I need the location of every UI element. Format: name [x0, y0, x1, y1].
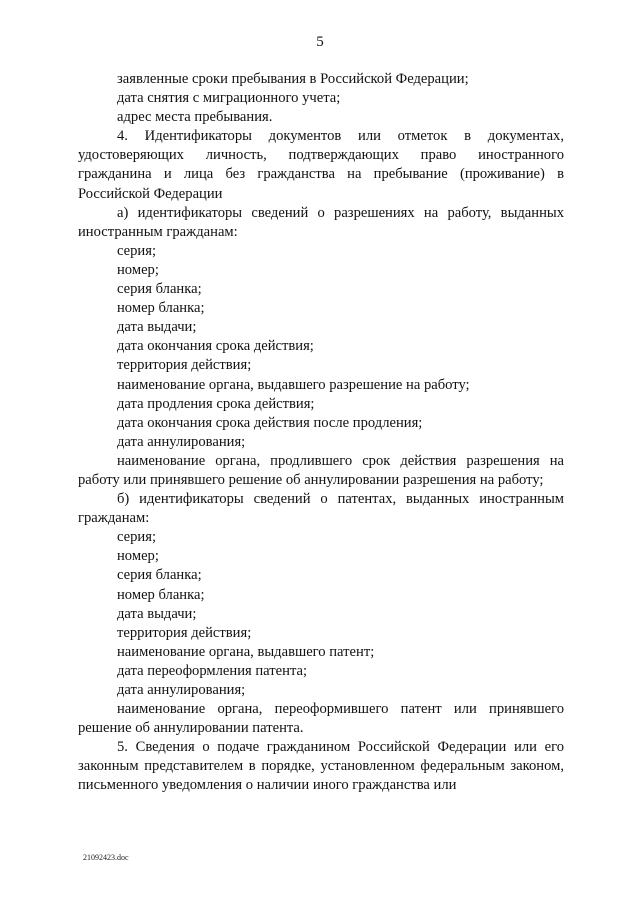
paragraph: серия; [117, 529, 157, 546]
paragraph: дата переоформления патента; [117, 662, 308, 679]
paragraph: дата окончания срока действия после продления; [117, 414, 423, 431]
paragraph: серия бланка; [117, 567, 202, 584]
document-body [78, 70, 564, 796]
footer-filename: 21092423.doc [83, 853, 129, 862]
paragraph: б) идентификаторы сведений о патентах, выданных иностранным гражданам: [78, 491, 564, 527]
paragraph: наименование органа, выдавшего разрешение на работу; [117, 376, 470, 393]
paragraph: наименование органа, продлившего срок действия разрешения на работу или принявшего решение об аннулировании разрешения на работу; [78, 452, 564, 488]
paragraph: дата выдачи; [117, 319, 197, 336]
paragraph: дата окончания срока действия; [117, 338, 314, 355]
paragraph: дата продления срока действия; [117, 395, 315, 412]
paragraph: номер; [117, 261, 159, 278]
paragraph: адрес места пребывания. [117, 109, 273, 126]
paragraph: наименование органа, переоформившего патент или принявшего решение об аннулировании патента. [78, 701, 564, 737]
paragraph: номер; [117, 548, 159, 565]
paragraph: серия бланка; [117, 281, 202, 298]
paragraph: территория действия; [117, 357, 252, 374]
page-number: 5 [316, 34, 324, 50]
paragraph: заявленные сроки пребывания в Российской Федерации; [117, 71, 469, 87]
paragraph: территория действия; [117, 624, 252, 641]
paragraph: наименование органа, выдавшего патент; [117, 643, 375, 660]
paragraph: 5. Сведения о подаче гражданином Российской Федерации или его законным представителем в порядке, установленном федеральным законом, письменного уведомления о наличии иного гражданства или [78, 739, 564, 794]
paragraph: дата аннулирования; [117, 433, 246, 450]
paragraph: номер бланка; [117, 300, 205, 317]
paragraph: 4. Идентификаторы документов или отметок в документах, удостоверяющих личность, подтверждающих право иностранного гражданина и лица без гражданства на пребывание (проживание) в Российской Федерации [78, 128, 564, 202]
paragraph: дата выдачи; [117, 605, 197, 622]
paragraph: номер бланка; [117, 586, 205, 603]
paragraph: дата аннулирования; [117, 682, 246, 698]
paragraph: дата снятия с миграционного учета; [117, 90, 341, 107]
paragraph: а) идентификаторы сведений о разрешениях на работу, выданных иностранным гражданам: [78, 204, 564, 240]
paragraph: серия; [117, 242, 157, 259]
